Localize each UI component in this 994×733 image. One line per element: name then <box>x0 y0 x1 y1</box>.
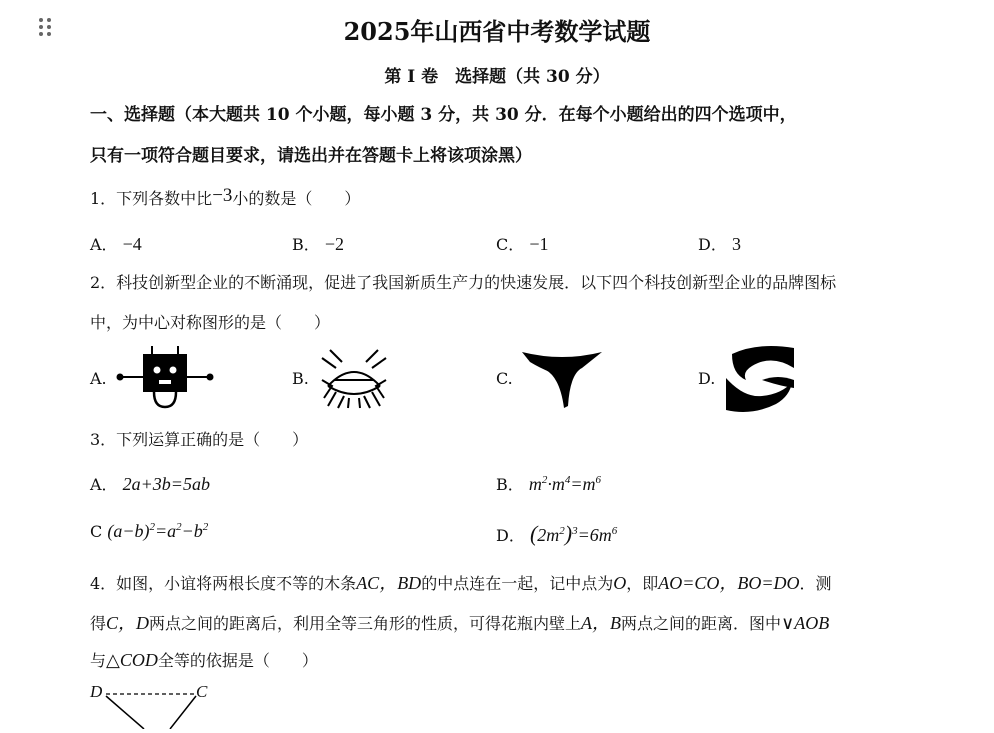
option-letter: C． <box>496 235 525 254</box>
instructions-line-1: 一、选择题（本大题共 10 个小题，每小题 3 分，共 30 分．在每个小题给出的四个选项中， <box>90 105 797 125</box>
q1-option-d[interactable] <box>698 232 741 255</box>
q3-option-a-expression: 2a+3b=5ab <box>122 474 210 494</box>
instructions-line-2: 只有一项符合题目要求，请选出并在答题卡上将该项涂黑） <box>90 146 532 166</box>
q2-option-d[interactable] <box>698 369 715 388</box>
figure-label-c: C <box>196 682 208 701</box>
q4-math-o: O <box>613 573 627 593</box>
q3-option-d[interactable] <box>496 521 617 547</box>
q4-text: 4．如图，小谊将两根长度不等的木条 <box>90 574 357 593</box>
q2-option-b[interactable] <box>292 369 309 388</box>
option-value: −4 <box>122 234 142 254</box>
swirl-logo-icon <box>722 344 796 418</box>
q4-text: 两点之间的距离后，利用全等三角形的性质，可得花瓶内壁上 <box>149 614 582 633</box>
q2-option-a[interactable] <box>90 369 107 388</box>
option-letter: A． <box>90 235 118 254</box>
option-letter: A. <box>90 369 107 388</box>
q4-math-cod: △COD <box>106 650 158 670</box>
q4-text: 全等的依据是（ ） <box>157 651 318 670</box>
q4-text: 得 <box>90 614 107 633</box>
section-header: 第 I 卷 选择题（共 30 分） <box>384 67 610 87</box>
option-letter: B． <box>292 235 320 254</box>
option-value: −2 <box>324 234 345 254</box>
q4-math-ac-bd: AC，BD <box>356 573 422 593</box>
option-value: 3 <box>731 234 741 254</box>
q3-option-b[interactable] <box>496 472 601 495</box>
page-title: 2025年山西省中考数学试题 <box>343 17 651 46</box>
q4-math-aob: ∨AOB <box>781 613 830 633</box>
q4-text: ，即 <box>626 574 659 593</box>
crab-logo-icon <box>316 346 392 414</box>
option-value: −1 <box>529 234 549 254</box>
figure-label-d: D <box>90 682 103 701</box>
q3-option-a[interactable] <box>90 472 210 495</box>
option-letter: D． <box>698 235 727 254</box>
option-letter: A． <box>90 475 118 494</box>
curved-triangle-logo-icon <box>520 348 604 414</box>
question-4-stem-line-2 <box>90 609 829 635</box>
q3-option-d-expression: $(2m^2)^3=6m^6$ <box>529 521 618 546</box>
q4-math-equal: AO=CO，BO=DO <box>658 573 800 593</box>
q4-math-cd: C，D <box>106 613 150 633</box>
question-2-stem-line-2: 中，为中心对称图形的是（ ） <box>90 313 331 332</box>
option-letter: D. <box>698 369 716 388</box>
q1-option-b[interactable] <box>292 232 344 255</box>
question-3-stem: 3．下列运算正确的是（ ） <box>90 430 309 449</box>
robot-logo-icon <box>114 344 216 414</box>
q1-stem-text: 1．下列各数中比 <box>90 189 213 208</box>
q3-option-b-expression: $m^2\cdot m^4=m^6$ <box>528 474 602 494</box>
option-letter: C. <box>496 369 513 388</box>
q4-text: ．测 <box>799 574 832 593</box>
q1-stem-number: −3 <box>212 185 233 206</box>
q3-option-c-expression: $(a-b)^2=a^2-b^2$ <box>107 521 209 541</box>
q4-text: 与 <box>90 651 107 670</box>
option-letter: B. <box>292 369 309 388</box>
q1-stem-text-end: 小的数是（ ） <box>232 189 361 208</box>
q4-figure <box>88 682 218 733</box>
q1-option-a[interactable] <box>90 232 142 255</box>
question-2-stem-line-1: 2．科技创新型企业的不断涌现，促进了我国新质生产力的快速发展．以下四个科技创新型企业的品牌图标 <box>90 273 837 292</box>
q3-option-c[interactable] <box>90 521 208 542</box>
question-4-stem-line-3 <box>90 648 318 671</box>
question-4-stem-line-1 <box>90 569 832 595</box>
q4-text: 两点之间的距离．图中 <box>621 614 782 633</box>
option-letter: D． <box>496 526 525 545</box>
option-letter: C <box>90 522 103 541</box>
q2-option-c[interactable] <box>496 369 513 388</box>
q4-math-ab: A，B <box>581 613 622 633</box>
option-letter: B． <box>496 475 524 494</box>
question-1-stem <box>90 186 360 210</box>
q4-text: 的中点连在一起，记中点为 <box>421 574 614 593</box>
q1-option-c[interactable] <box>496 232 549 255</box>
